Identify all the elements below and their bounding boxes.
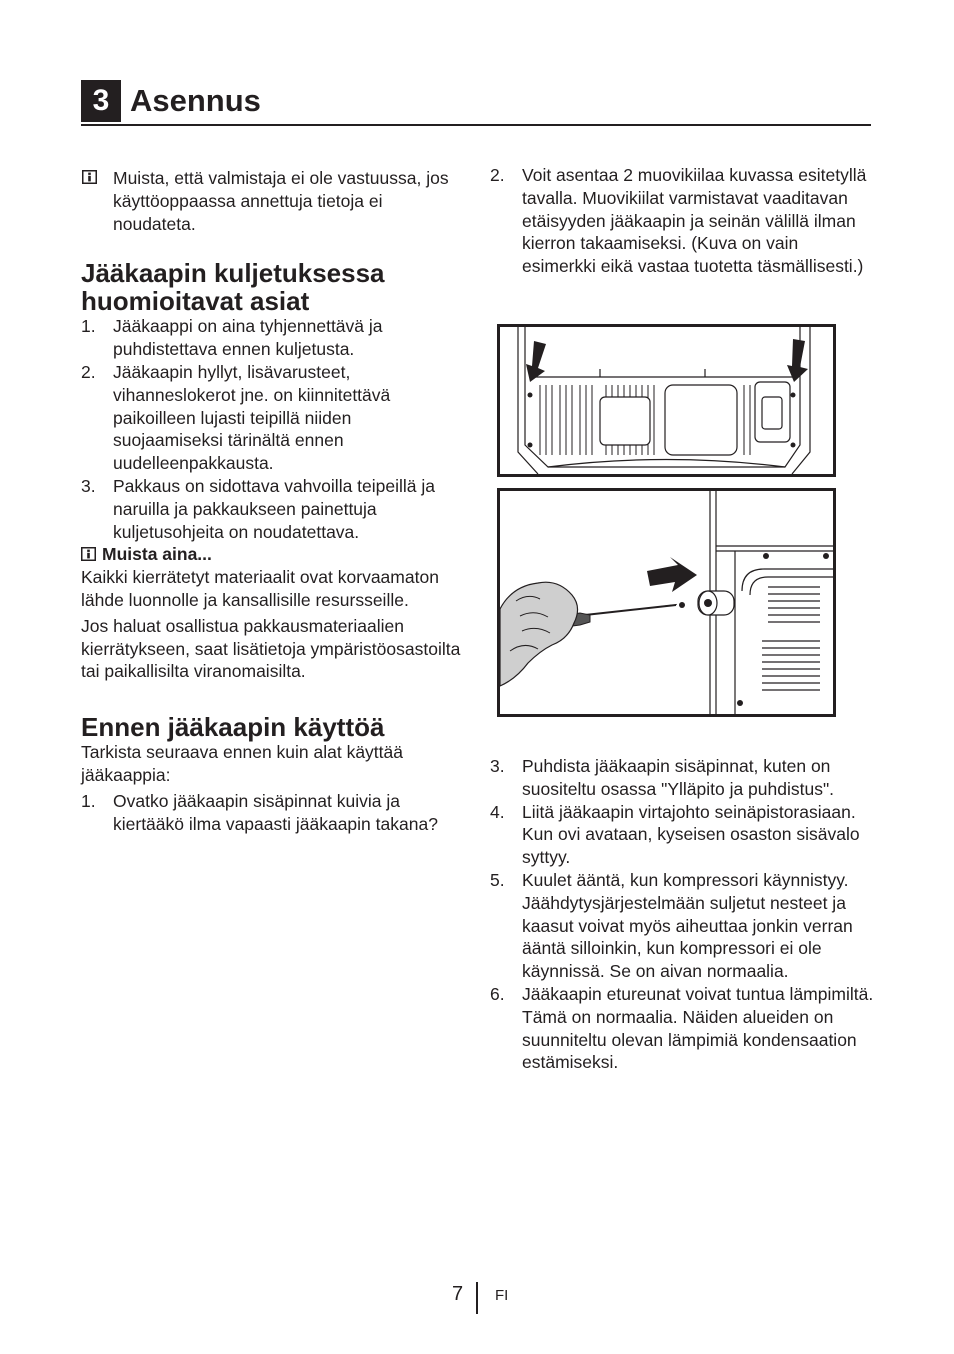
arrow-icon [787, 339, 808, 382]
language-code: FI [495, 1287, 509, 1304]
info-icon [81, 547, 96, 561]
remember-heading [81, 543, 461, 566]
list-text: Liitä jääkaapin virtajohto seinäpistorasiaan. Kun ovi avataan, kyseisen osaston sisävalo syttyy. [522, 801, 860, 868]
list-number: 1. [81, 790, 96, 811]
figure-spacer-install [497, 488, 836, 717]
section-title-transport: Jääkaapin kuljetuksessa huomioitavat asiat [81, 258, 385, 317]
list-item [490, 801, 874, 869]
page-number: 7 [452, 1283, 464, 1305]
before-use-intro: Tarkista seuraava ennen kuin alat käyttää jääkaappia: [81, 742, 403, 785]
list-item [490, 983, 874, 1074]
transport-list [81, 315, 461, 543]
list-text: Voit asentaa 2 muovikiilaa kuvassa esitetyllä tavalla. Muovikiilat varmistavat vaaditavan etäisyyden jääkaapin ja seinän välillä ilman kierron takaamiseksi. (Kuva on vain esimerkki eikä vastaa tuotetta täsmällisesti.) [522, 165, 867, 277]
list-item [490, 869, 874, 983]
arrow-icon [647, 557, 697, 592]
list-number: 3. [490, 756, 505, 776]
list-text: Jääkaappi on aina tyhjennettävä ja puhdistettava ennen kuljetusta. [113, 316, 383, 360]
footer-divider [476, 1282, 478, 1314]
list-number: 6. [490, 983, 505, 1004]
chapter-title: Asennus [130, 83, 261, 118]
recycling-info-paragraph: Jos haluat osallistua pakkausmateriaalien kierrätykseen, saat lisätietoja ympäristöosastoilta tai paikallisilta viranomaisilta. [81, 615, 461, 682]
list-number: 3. [81, 475, 96, 496]
list-number: 2. [81, 361, 96, 382]
chapter-number: 3 [81, 80, 121, 122]
list-number: 5. [490, 869, 505, 890]
list-item [81, 790, 461, 836]
list-item [490, 755, 874, 801]
fridge-rear-illustration [500, 327, 833, 474]
section-title-before-use: Ennen jääkaapin käyttöä [81, 712, 385, 743]
list-text: Pakkaus on sidottava vahvoilla teipeillä ja naruilla ja pakkaukseen painettuja kuljetusohjeita on noudatettava. [113, 475, 435, 542]
list-item [81, 361, 461, 475]
list-number: 4. [490, 801, 505, 822]
list-text: Kuulet ääntä, kun kompressori käynnistyy. Jäähdytysjärjestelmään suljetut nesteet ja kaasut voivat myös aiheuttaa jonkin verran ääntä silloinkin, kun kompressori ei ole käynnissä. Se on aivan normaalia. [522, 869, 853, 982]
info-note [81, 167, 461, 235]
list-item [490, 164, 874, 278]
list-item [81, 315, 461, 361]
left-column [81, 167, 461, 835]
list-number: 1. [81, 316, 96, 337]
list-text: Jääkaapin etureunat voivat tuntua lämpimiltä. Tämä on normaalia. Näiden alueiden on suunniteltu olevan lämpimiä kondensaation estämiseksi. [522, 983, 874, 1073]
arrow-icon [526, 341, 546, 382]
figure-fridge-rear [497, 324, 836, 477]
info-note-text: Muista, että valmistaja ei ole vastuussa, jos käyttöoppaassa annettuja tietoja ei noudateta. [113, 168, 449, 234]
spacer-part [679, 591, 734, 615]
list-text: Jääkaapin hyllyt, lisävarusteet, vihanneslokerot jne. on kiinnitettävä paikoilleen lujasti teipillä niiden suojaamiseksi tärinältä ennen uudelleenpakkausta. [113, 361, 391, 474]
right-column-top [490, 164, 874, 278]
list-item [81, 475, 461, 543]
right-column-bottom [490, 755, 874, 1074]
chapter-header [81, 80, 871, 126]
remember-label: Muista aina... [102, 544, 212, 565]
list-text: Ovatko jääkaapin sisäpinnat kuivia ja kiertääkö ilma vapaasti jääkaapin takana? [113, 790, 438, 834]
list-text: Puhdista jääkaapin sisäpinnat, kuten on suositeltu osassa "Ylläpito ja puhdistus". [522, 756, 835, 799]
recycling-paragraph: Kaikki kierrätetyt materiaalit ovat korvaamaton lähde luonnolle ja kansallisille resursseille. [81, 567, 439, 610]
hand [500, 582, 578, 686]
spacer-install-illustration [500, 491, 833, 714]
list-number: 2. [490, 165, 505, 185]
info-icon [82, 170, 97, 184]
